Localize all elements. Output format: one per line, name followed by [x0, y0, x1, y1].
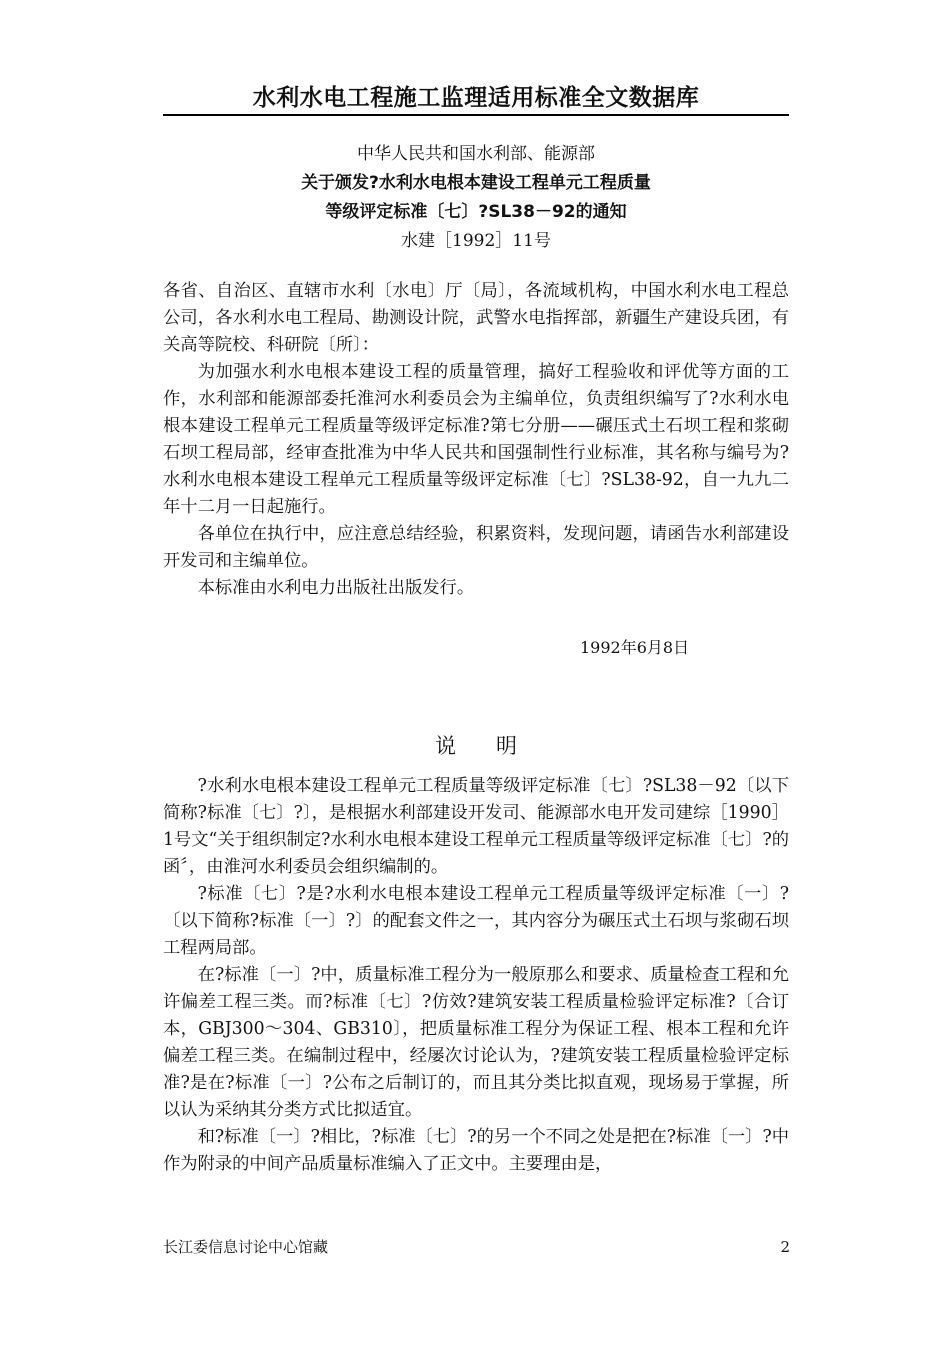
page-number: 2	[780, 1238, 790, 1256]
notice-heading	[163, 140, 789, 256]
footer-archive: 长江委信息讨论中心馆藏	[163, 1238, 329, 1256]
letter-date: 1992年6月8日	[580, 638, 690, 657]
explanation-paragraph: ?水利水电根本建设工程单元工程质量等级评定标准〔七〕?SL38－92〔以下简称?标准〔七〕?〕，是根据水利部建设开发司、能源部水电开发司建综［1990］1号文“关于组织制定?水利水电根本建设工程单元工程质量等级评定标准〔七〕?的函〞，由淮河水利委员会组织编制的。	[163, 776, 789, 877]
explanation-body	[163, 773, 789, 1178]
notice-title-line-1: 关于颁发?水利水电根本建设工程单元工程质量	[301, 173, 651, 193]
database-title: 水利水电工程施工监理适用标准全文数据库	[252, 85, 700, 111]
explanation-paragraph: 在?标准〔一〕?中，质量标准工程分为一般原那么和要求、质量检查工程和允许偏差工程三类。而?标准〔七〕?仿效?建筑安装工程质量检验评定标准?〔合订本，GBJ300～304、GB310〕，把质量标准工程分为保证工程、根本工程和允许偏差工程三类。在编制过程中，经屡次讨论认为，?建筑安装工程质量检验评定标准?是在?标准〔一〕?公布之后制订的，而且其分类比拟直观，现场易于掌握，所以认为采纳其分类方式比拟适宜。	[163, 965, 789, 1120]
letter-addressees: 各省、自治区、直辖市水利〔水电〕厅〔局〕，各流域机构，中国水利水电工程总公司，各水利水电工程局、勘测设计院，武警水电指挥部，新疆生产建设兵团，有关高等院校、科研院〔所〕：	[163, 281, 789, 355]
notice-title-line-2: 等级评定标准〔七〕?SL38－92的通知	[325, 202, 627, 222]
document-number: 水建［1992］11号	[401, 231, 551, 251]
section-title: 说明	[435, 734, 557, 758]
title-rule	[163, 114, 789, 116]
explanation-paragraph: 和?标准〔一〕?相比，?标准〔七〕?的另一个不同之处是把在?标准〔一〕?中作为附录的中间产品质量标准编入了正文中。主要理由是，	[163, 1127, 789, 1174]
letter-paragraph: 为加强水利水电根本建设工程的质量管理，搞好工程验收和评优等方面的工作，水利部和能源部委托淮河水利委员会为主编单位，负责组织编写了?水利水电根本建设工程单元工程质量等级评定标准?第七分册——碾压式土石坝工程和浆砌石坝工程局部，经审查批准为中华人民共和国强制性行业标准，其名称与编号为?水利水电根本建设工程单元工程质量等级评定标准〔七〕?SL38-92，自一九九二年十二月一日起施行。	[163, 362, 789, 517]
letter-paragraph: 本标准由水利电力出版社出版发行。	[197, 578, 475, 598]
explanation-paragraph: ?标准〔七〕?是?水利水电根本建设工程单元工程质量等级评定标准〔一〕?〔以下简称?标准〔一〕?〕的配套文件之一，其内容分为碾压式土石坝与浆砌石坝工程两局部。	[163, 884, 789, 958]
issuer-line: 中华人民共和国水利部、能源部	[357, 144, 595, 164]
letter-body	[163, 278, 789, 602]
letter-paragraph: 各单位在执行中，应注意总结经验，积累资料，发现问题，请函告水利部建设开发司和主编单位。	[163, 524, 789, 571]
